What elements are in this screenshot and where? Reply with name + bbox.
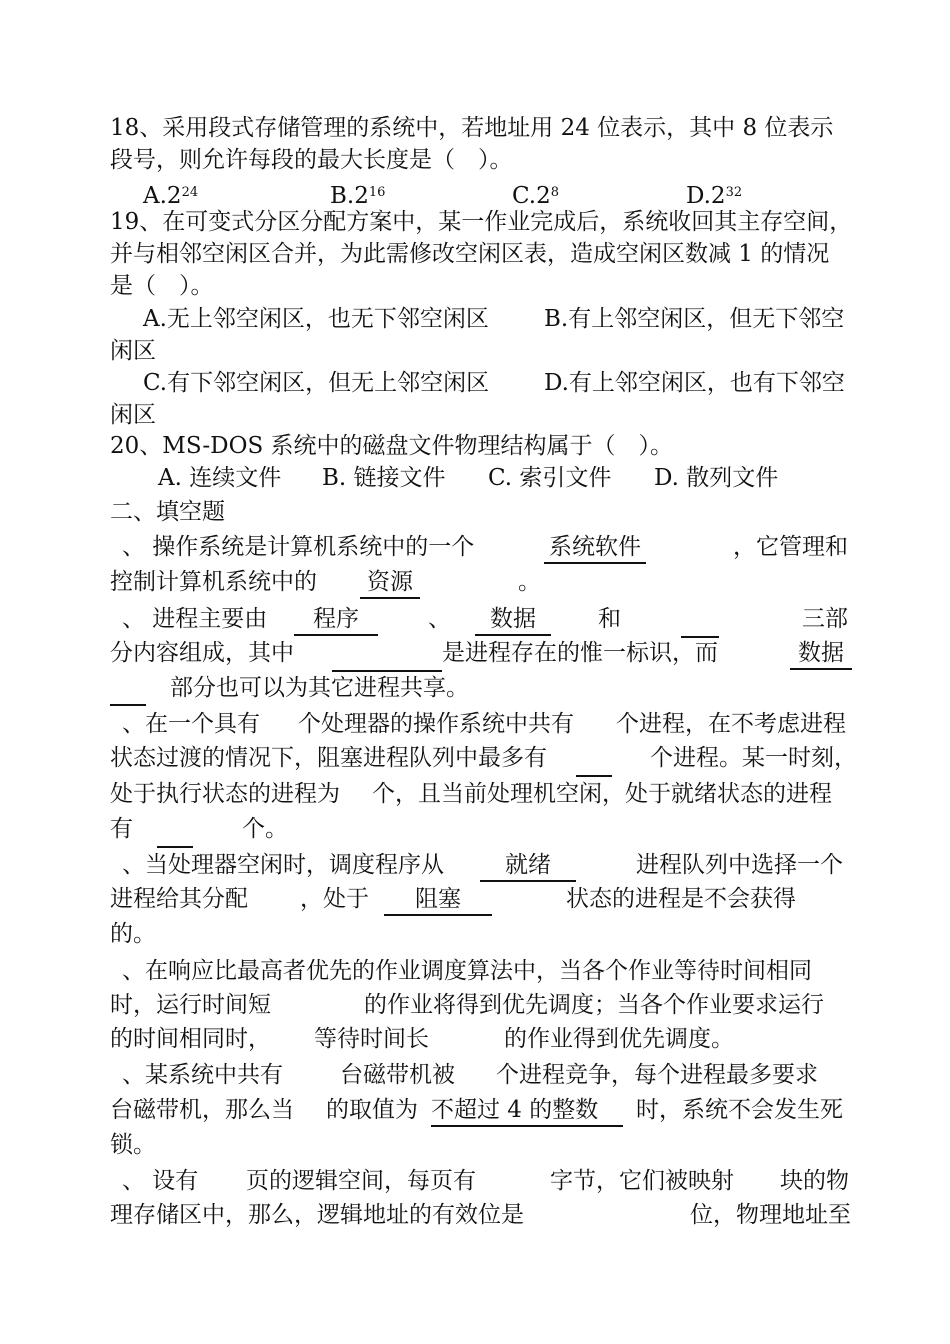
fill6-answer-1: 不超过 4 的整数 bbox=[431, 1095, 623, 1127]
fill4-answer-2: 阻塞 bbox=[384, 884, 492, 916]
q18-option-b: $B.2^{16}$ bbox=[330, 183, 386, 209]
fill4-text-b: 进程队列中选择一个 bbox=[636, 852, 843, 878]
q19-option-b-cont: 闲区 bbox=[110, 338, 156, 364]
fill3-blank-1 bbox=[576, 775, 612, 777]
fill5-text-c: 的作业将得到优先调度；当各个作业要求运行 bbox=[364, 992, 824, 1018]
q18-line1: 18、采用段式存储管理的系统中，若地址用 24 位表示，其中 8 位表示 bbox=[110, 115, 834, 141]
fill2-text-f: 是进程存在的惟一标识，而 bbox=[442, 640, 718, 666]
fill4-text-e: 状态的进程是不会获得 bbox=[566, 886, 796, 912]
q20-option-c: C. 索引文件 bbox=[488, 465, 612, 491]
fill7-text-e: 理存储区中，那么，逻辑地址的有效位是 bbox=[110, 1202, 524, 1228]
q18-option-d: $D.2^{32}$ bbox=[686, 183, 743, 209]
q19-option-d: D.有上邻空闲区，也有下邻空 bbox=[544, 370, 845, 396]
fill3-text-h: 有 bbox=[110, 816, 133, 842]
fill2-answer-2: 数据 bbox=[475, 604, 551, 636]
fill6-text-e: 的取值为 bbox=[326, 1097, 418, 1123]
fill3-text-i: 个。 bbox=[242, 816, 288, 842]
fill2-text-g: 部分也可以为其它进程共享。 bbox=[170, 675, 469, 701]
fill2-text-c: 和 bbox=[598, 606, 621, 632]
fill7-text-d: 块的物 bbox=[780, 1168, 849, 1194]
fill6-text-d: 台磁带机，那么当 bbox=[110, 1097, 294, 1123]
fill2-text-d: 三部 bbox=[802, 606, 848, 632]
fill4-answer-1: 就绪 bbox=[480, 850, 576, 882]
fill6-text-c: 个进程竞争，每个进程最多要求 bbox=[496, 1062, 818, 1088]
q19-option-b: B.有上邻空闲区，但无下邻空 bbox=[544, 306, 845, 332]
q19-option-a: A.无上邻空闲区，也无下邻空闲区 bbox=[143, 306, 489, 332]
q20-option-a: A. 连续文件 bbox=[158, 465, 282, 491]
q18-option-c: $C.2^8$ bbox=[512, 183, 560, 209]
fill1-text-c: 控制计算机系统中的 bbox=[110, 569, 317, 595]
fill2-blank-5 bbox=[110, 704, 146, 706]
fill6-text-a: 、某系统中共有 bbox=[122, 1062, 283, 1088]
fill1-answer-2: 资源 bbox=[360, 567, 420, 599]
fill2-text-b: 、 bbox=[428, 606, 451, 632]
fill3-text-c: 个进程，在不考虑进程 bbox=[616, 711, 846, 737]
fill1-answer-1: 系统软件 bbox=[544, 532, 646, 564]
fill3-text-a: 、在一个具有 bbox=[122, 711, 260, 737]
q19-option-c: C.有下邻空闲区，但无上邻空闲区 bbox=[143, 370, 490, 396]
fill5-text-f: 的作业得到优先调度。 bbox=[504, 1026, 734, 1052]
q20-option-d: D. 散列文件 bbox=[654, 465, 779, 491]
fill4-text-a: 、当处理器空闲时，调度程序从 bbox=[122, 852, 444, 878]
fill2-text-e: 分内容组成，其中 bbox=[110, 640, 294, 666]
fill6-text-f: 时，系统不会发生死 bbox=[636, 1097, 843, 1123]
fill3-text-e: 个进程。某一时刻， bbox=[650, 745, 857, 771]
fill4-text-f: 的。 bbox=[110, 921, 156, 947]
fill5-text-e: 等待时间长 bbox=[314, 1026, 429, 1052]
fill3-text-f: 处于执行状态的进程为 bbox=[110, 781, 340, 807]
fill7-text-f: 位，物理地址至 bbox=[690, 1202, 851, 1228]
fill1-text-d: 。 bbox=[518, 569, 541, 595]
fill7-text-b: 页的逻辑空间，每页有 bbox=[246, 1168, 476, 1194]
fill6-text-b: 台磁带机被 bbox=[340, 1062, 455, 1088]
fill7-text-c: 字节，它们被映射 bbox=[550, 1168, 734, 1194]
fill4-text-d: ，处于 bbox=[300, 886, 369, 912]
q18-line2: 段号，则允许每段的最大长度是（ ）。 bbox=[110, 147, 513, 173]
fill5-text-d: 的时间相同时， bbox=[110, 1026, 271, 1052]
q19-line2: 并与相邻空闲区合并，为此需修改空闲区表，造成空闲区数减 1 的情况 bbox=[110, 241, 830, 267]
q19-line1: 19、在可变式分区分配方案中，某一作业完成后，系统收回其主存空间， bbox=[110, 209, 853, 235]
q20-line1: 20、MS-DOS 系统中的磁盘文件物理结构属于（ ）。 bbox=[110, 433, 674, 459]
fill2-text-a: 、 进程主要由 bbox=[122, 606, 268, 632]
fill6-text-g: 锁。 bbox=[110, 1132, 156, 1158]
section-title: 二、填空题 bbox=[110, 499, 225, 525]
fill1-text-b: ，它管理和 bbox=[733, 534, 848, 560]
q18-option-a: $A.2^{24}$ bbox=[143, 183, 199, 209]
fill5-text-b: 时，运行时间短 bbox=[110, 992, 271, 1018]
q20-option-b: B. 链接文件 bbox=[322, 465, 446, 491]
fill5-text-a: 、在响应比最高者优先的作业调度算法中，当各个作业等待时间相同 bbox=[122, 958, 812, 984]
fill2-answer-3: 数据 bbox=[790, 638, 852, 670]
fill4-text-c: 进程给其分配 bbox=[110, 886, 248, 912]
fill3-text-g: 个，且当前处理机空闲，处于就绪状态的进程 bbox=[372, 781, 832, 807]
fill1-text-a: 、 操作系统是计算机系统中的一个 bbox=[122, 534, 475, 560]
q19-option-d-cont: 闲区 bbox=[110, 402, 156, 428]
fill2-answer-1: 程序 bbox=[294, 604, 378, 636]
fill7-text-a: 、 设有 bbox=[122, 1168, 199, 1194]
fill3-blank-2 bbox=[157, 846, 193, 848]
fill3-text-b: 个处理器的操作系统中共有 bbox=[298, 711, 574, 737]
q19-line3: 是（ ）。 bbox=[110, 273, 214, 299]
fill3-text-d: 状态过渡的情况下，阻塞进程队列中最多有 bbox=[110, 745, 547, 771]
fill2-blank-4 bbox=[332, 670, 442, 672]
